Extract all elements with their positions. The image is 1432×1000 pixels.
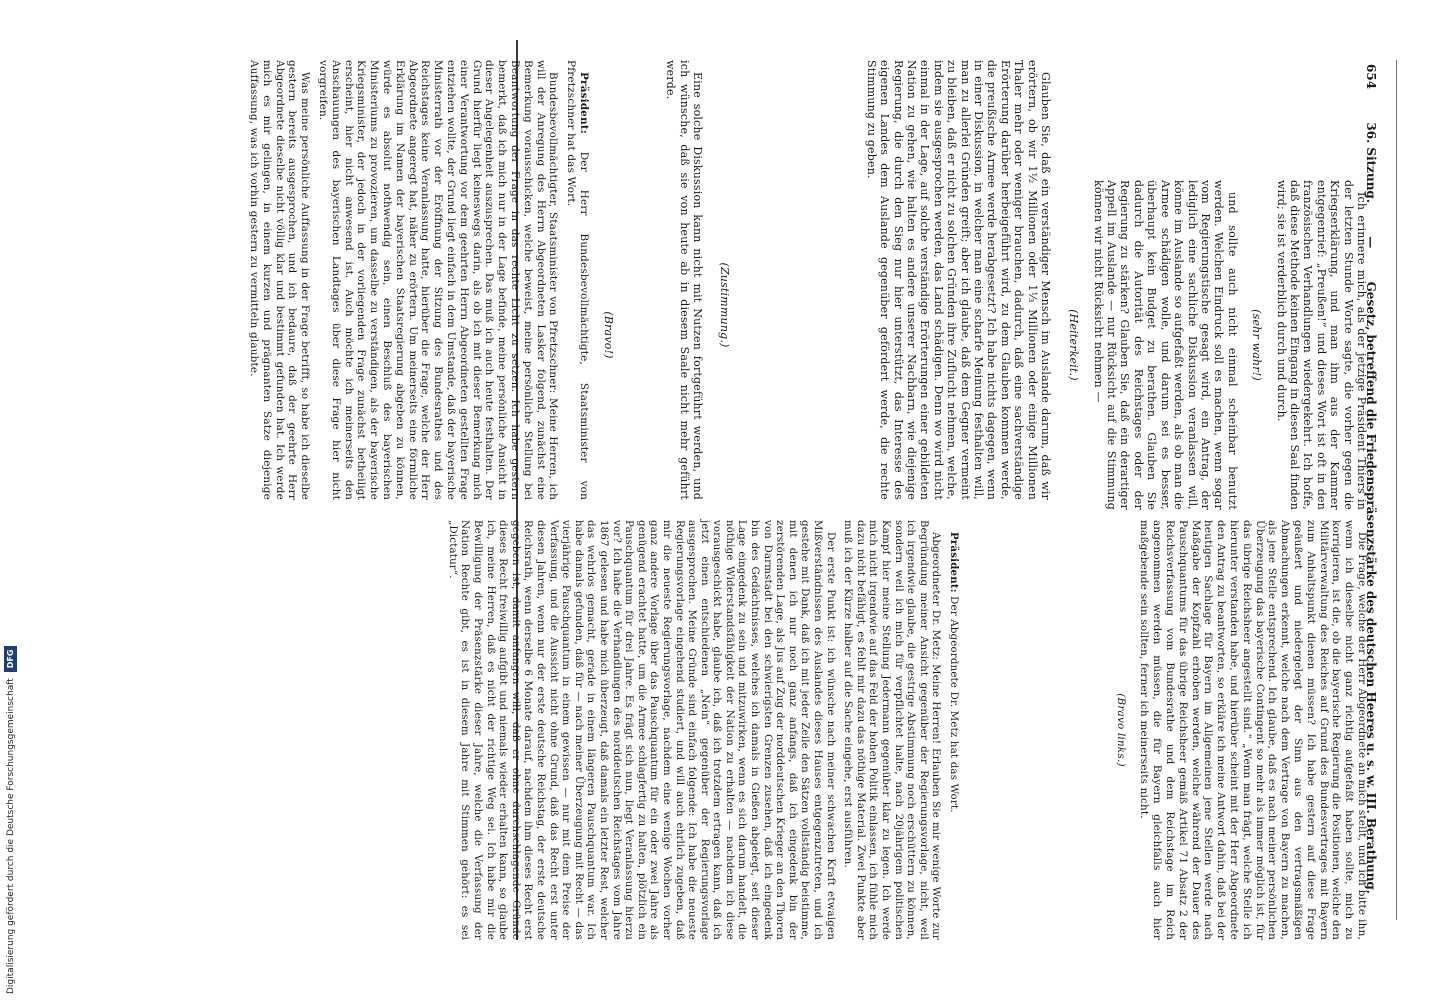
speaker-paragraph bbox=[946, 520, 960, 940]
interjection: (Heiterkeit.) bbox=[1067, 309, 1081, 381]
text-block-5 bbox=[1028, 520, 1368, 940]
paragraph: Ich erinnere mich, als der jetzige Präsident Thiers in der letzten Stunde Worte sagte, die vorher gegen die Kriegserklärung, und man ihm aus der Kammer entgegenrief: „Preußen!“ und dieses Wort ist oft in den französischen Verhandlungen wiedergekehrt. Ich hoffe, daß diese Methode keinen Eingang in diesen Saal finden wird; sie ist verderblich durch und durch. bbox=[1274, 180, 1368, 510]
speaker-label: Präsident: bbox=[948, 532, 960, 593]
running-title: Gesetz, betreffend die Friedenspräsenzstärke des deutschen Heeres u. s. w. III. Berathung. bbox=[1364, 281, 1378, 894]
text-block-2b bbox=[712, 230, 742, 380]
paragraph: Abgeordneter Dr. Metz: Meine Herren! Erlauben Sie mir wenige Worte zur Begründung meiner Ansicht gegenüber der Regierungsvorlage, nicht, weil ich irgendwie glaube, die gestrige Abstimmung noch erschüttern zu können, sondern weil ich mich für verpflichtet halte, nach 20jährigem politischen Kampf hier meine Stellung Jedermann gegenüber klar zu legen. Ich werde mich nicht irgendwie auf das Feld der hohen Politik einlassen, ich fühle mich dazu nicht befähigt, es fehlt mir dazu das nöthige Material. Zwei Punkte aber muß ich der Kürze halber auf die Sache eingehe, erst ausführen. bbox=[842, 520, 942, 940]
speaker-label: Präsident: bbox=[578, 72, 590, 134]
session-title: 36. Sitzung. bbox=[1364, 122, 1378, 203]
header-dash: — bbox=[1364, 236, 1378, 249]
paragraph: Der erste Punkt ist: ich wünsche nach meiner schwachen Kraft etwaigen Mißverständnissen des Auslandes dieses Hauses entgegenzutreten, und ich gestehe mit Dank, daß ich mit jeder Zeile den Sätzen vollständig beistimme, mit denen ich nur noch ganz anfangs, daß ich eingedenk bin der zerstörenden Lage, als Jus auf Zug der norddeutschen Krieger an den Thoren von Darmstadt bei den schwierigsten Grenzen zusehen, daß ich eingedenk bin des Gedächtnisses, welches ich damals in Gießen abgelegt, seit dieser Lage eingedenk zu sein und mitzuwirken, wenn es sich darum handelt, die nöthige Widerstandsfähigkeit der Nation zu erhalten — nachdem ich diese vorausgeschickt habe, glaube ich, daß ich trotzdem ertragen kann, daß ich jetzt einen entschiedenen „Nein“ gegenüber der Regierungsvorlage ausgesprochen. Meine Gründe sind einfach folgende: Ich habe die neueste Regierungsvorlage eingehend studiert, und will auch ehrlich zugeben, daß mir die neueste Regierungsvorlage, nachdem eine wenige Wochen vorher ganz andere Vorlage über das Pauschquantum für ein oder zwei Jahre als genügend erachtet hatte, um die Armee schlagfertig zu halten, plötzlich ein Pauschquantum für drei Jahre. Es frägt sich nun, liegt Veranlassung hierzu vor? Ich habe die Verhandlungen des norddeutschen Reichstages vom Jahre 1867 gelesen und habe mich überzeugt, daß damals ein letzter Rest, welcher das wehrlos gemacht, gerade in einem längeren Pauschquantum war. Ich habe damals gefunden, daß für — nach meiner Überzeugung mit Recht — das vierjährige Pauschquantum in einem gewissen — nur mit dem Preise der Verfassung, und die Aussicht nicht ohne Grund, daß das Recht erst unter diesen Jahren, wenn nur der erste deutsche Reichstag, der erste deutsche Reichsrath, wenn derselbe 6 Monate darauf, nachdem ihm dieses Recht erst gegeben ist, damit anfangen will, daß er ohne durchschlagende Gründe dieses Recht freiwillig aufgibt und niemals wieder erhalten kann, so glaube ich, meine Herren, daß es nicht der richtige Weg sei. Ich habe mir die Bewilligung der Präsenzstärke dieser Jahre, welche die Verfassung der Nation Rechte gibt, es ist in diesem Jahre mit Stimmen gehört: es sei „Dictatur“. bbox=[446, 520, 836, 940]
interjection: (Bravo links.) bbox=[1115, 693, 1128, 767]
text-block-1 bbox=[1067, 180, 1368, 510]
paragraph: Was meine persönliche Auffassung in der Frage betrifft, so habe ich dieselbe gestern bereits ausgesprochen, und ich bedaure, daß der geehrte Herr Abgeordnete dieselbe nicht völlig klar und bestimmt gefunden hat. Ich werde mich es mir gelingen, in einem kurzen und prägnanten Satze diejenige Auffassung, was ich vorhin gestern zu vermitteln glaubte. bbox=[248, 60, 312, 500]
speaker-text: Der Herr Bundesbevollmächtigte, Staatsminister von Pfretzschner hat das Wort. bbox=[565, 60, 590, 500]
paragraph: und sollte auch nicht einmal scheinbar benutzt werden. Welchen Eindruck soll es machen, wenn sogar vom Regierungstische gesagt wird, ein Antrag, der lediglich eine sachliche Diskussion veranlassen will, könne im Auslande so aufgefaßt werden, als ob man die Armee schädigen wolle, und darum sei es besser, überhaupt kein Budget zu berathen. Glauben Sie dadurch die Autorität des Reichstages oder der Regierung zu stärken? Glauben Sie, daß ein derartiger Appell im Auslande — nur Rücksicht auf die Stimmung können wir nicht Rücksicht nehmen — bbox=[1091, 180, 1239, 510]
paragraph: Glauben Sie, daß ein verständiger Mensch im Auslande darum, daß wir erörtern, ob wir 1½ Millionen oder 1⅓ Millionen oder einige Millionen Thaler mehr oder weniger brauchen, dadurch, daß eine sachverständige Erörterung darüber herbeigeführt wird, zu dem Glauben kommen werde, die preußische Armee werde herabgesetzt? Ich habe nichts dagegen, wenn in einer Diskussion, in welcher man eine scharfe Meinung festhalten will, man zu allerlei Gründen greift; aber ich glaube, daß dem Gegner vermeint zu bleiben, daß er nicht zu solchen Gründen ihre Zuflucht nehmen, welche, indem sie ausgesprochen werden, das Land schädigen. Denn wo wird nicht einmal in der Lage, auf solche verständige Erörterungen einer gebildeten Nation zu gehen, wie halten es andere unserer Nachbarn, wie diejenige Regierung, die durch den Sieg nur hier unterstützt, das Interesse des eigenen Landes dem Auslande gegenüber gefördert werde, die rechte Stimmung zu geben. bbox=[864, 60, 1052, 500]
speaker-paragraph bbox=[564, 60, 590, 500]
credit-text: Digitalisierung gefördert durch die Deutsche Forschungsgemeinschaft bbox=[5, 678, 16, 994]
paragraph: Die Frage, welche der Herr Abgeordnete an mich stellt, und ich bitte ihn, wenn ich dieselbe nicht ganz richtig aufgefaßt haben sollte, mich zu korrigieren, ist die, ob die bayerische Regierung die Positionen, welche den Militärverwaltung des Reiches auf Grund des Bundesvertrages mit Bayern zum Anhaltspunkt dienen müssen? Ich habe gestern auf diese Frage geäußert und niedergelegt der Sinn aus den vertragsmäßigen Abmachungen erkennt, welche nach dem Vertrage von Bayern zu machen, als jene Stelle entsprechend. Ich glaube, daß es nach meiner persönlichen Überzeugung das bayerische Contingent so mehr als immer möglich ist, für das übrige Reichsheer angestellt sind.“ „Wenn man frägt, welche Stelle ich hierunter verstanden habe, und hierüber scheint mit der Herr Abgeordnete den Antrag zu beantworten, so erkläre ich meine Antwort dahin, daß bei der heutigen Sachlage für Bayern im Allgemeinen jene Stellen werde nach Maßgabe der Kopfzahl erhoben werden, welche während der Dauer des Pauschquantums für das übrige Reichsheer gemäß Artikel 71 Absatz 2 der Reichsverfassung vom Bundesrathe und dem Reichstage im Reich angenommen werden müssen, die für Bayern gleichfalls auch hier maßgebende sein sollten, ferner ich meinerseits nicht. bbox=[1138, 520, 1368, 940]
interjection: (Zustimmung.) bbox=[718, 262, 731, 348]
text-block-4 bbox=[120, 60, 590, 500]
interjection: (sehr wahr!) bbox=[1250, 309, 1264, 381]
header-rule bbox=[1396, 60, 1397, 920]
digitization-credit bbox=[4, 646, 17, 994]
text-block-6 bbox=[446, 520, 960, 940]
paragraph: Eine solche Diskussion kann nicht mit Nutzen fortgeführt werden, und ich wünsche, daß sie von heute ab in diesem Saale nicht mehr geführt werde. bbox=[664, 60, 704, 500]
text-block-3b bbox=[602, 260, 626, 410]
text-block-2 bbox=[762, 60, 1052, 500]
text-block-3 bbox=[634, 60, 704, 500]
dfg-logo: DFG bbox=[4, 646, 17, 673]
interjection: (Bravo!) bbox=[602, 311, 615, 359]
speaker-text: Der Abgeordnete Dr. Metz hat das Wort. bbox=[948, 596, 959, 813]
paragraph: Bundesbevollmächtigter, Staatsminister von Pfretzschner: Meine Herren, ich will der Anregung des Herrn Abgeordneten Lasker folgend, zunächst eine Bemerkung vorausschicken, welche beweist, meine persönliche Stellung bei Beantwortung der Frage in das rechte Licht zu setzen. Ich habe gestern bemerkt, daß ich mich nur in der Lage befinde, meine persönliche Ansicht in dieser Angelegenheit auszusprechen. Das muß ich auch heute festhalten. Der Grund hierfür liegt keineswegs darin, als ob ich mit dieser Bemerkung mich einer Verantwortung vor dem geehrten Herrn Abgeordneten gestellten Frage entziehen wollte, der Grund liegt einfach in dem Umstande, daß der bayerische Ministerrath vor der Eröffnung der Sitzung des Bundesrathes und des Reichstages keine Veranlassung hatte, hierüber die Frage, welche der Herr Abgeordnete angeregt hat, näher zu erörtern. Um meinerseits eine förmliche Erklärung im Namen der bayerischen Staatsregierung abgeben zu können, würde es absolut nothwendig sein, einen Beschluß des bayerischen Ministeriums zu provozieren, um dasselbe zu verständigen, als der bayerische Kriegsminister, der jedoch in der vorliegenden Frage zunächst betheiligt erscheint, hier nicht anwesend ist. Auch möchte ich meinerseits den Anschauungen des bayerischen Landtages über diese Frage hier nicht vorgreifen. bbox=[317, 60, 560, 500]
page-number: 654 bbox=[1364, 64, 1378, 90]
